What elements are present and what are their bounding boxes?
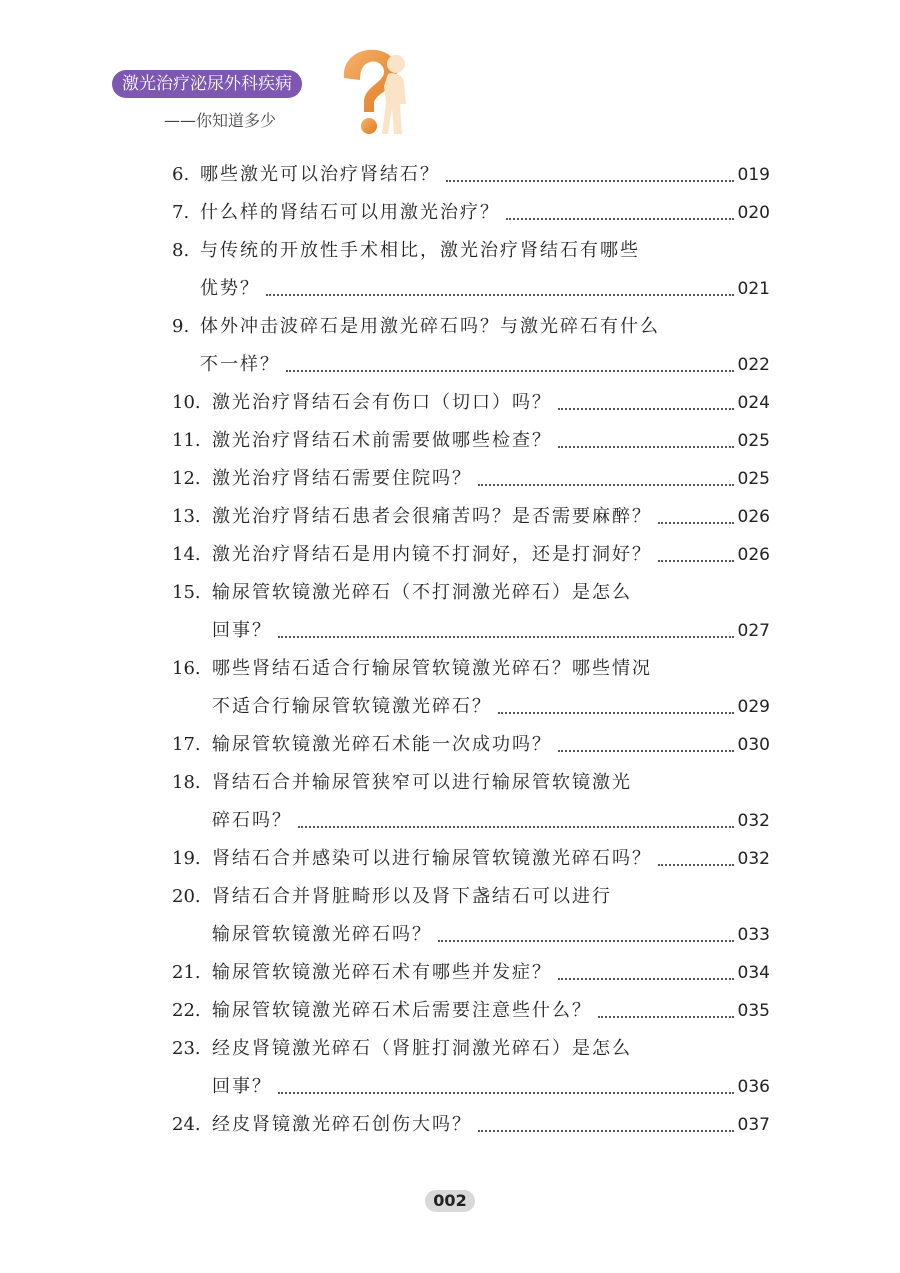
toc-entry-number: 18. [172,772,201,793]
toc-entry-line [212,692,770,722]
toc-entry-line [212,616,770,646]
toc-entry-line [212,806,770,836]
dot-leader [446,180,734,182]
toc-entry-line [172,502,770,532]
toc-entry-title: 优势？ [200,278,260,299]
toc-entry-line [172,958,770,988]
toc-entry-number: 17. [172,734,201,755]
toc-entry-title: 哪些激光可以治疗肾结石？ [200,164,440,185]
toc-entry-title: 不一样？ [200,354,280,375]
dot-leader [266,294,734,296]
toc-entry-title: 输尿管软镜激光碎石术后需要注意些什么？ [212,1000,592,1021]
toc-entry-title: 输尿管软镜激光碎石术能一次成功吗？ [212,734,552,755]
dot-leader [498,712,734,714]
toc-entry-page: 025 [737,431,770,451]
toc-entry-number: 21. [172,962,201,983]
dot-leader [658,864,734,866]
toc-entry-page: 035 [737,1001,770,1021]
toc-entry-line [172,996,770,1026]
toc-entry-number: 20. [172,886,201,907]
toc-entry-page: 021 [737,279,770,299]
toc-entry-title: 激光治疗肾结石患者会很痛苦吗？是否需要麻醉？ [212,506,652,527]
dot-leader [286,370,734,372]
toc-entry-page: 025 [737,469,770,489]
page-number: 002 [425,1190,475,1212]
toc-entry-line [172,236,640,266]
toc-entry-title: 肾结石合并感染可以进行输尿管软镜激光碎石吗？ [212,848,652,869]
toc-entry-title: 经皮肾镜激光碎石（肾脏打洞激光碎石）是怎么 [212,1038,632,1059]
dot-leader [558,750,734,752]
dot-leader [558,978,734,980]
toc-entry-number: 24. [172,1114,201,1135]
toc-entry-page: 032 [737,811,770,831]
toc-entry-number: 6. [172,164,190,185]
toc-entry-title: 激光治疗肾结石需要住院吗？ [212,468,472,489]
toc-entry-page: 029 [737,697,770,717]
dot-leader [438,940,734,942]
toc-entry-title: 碎石吗？ [212,810,292,831]
toc-entry-number: 19. [172,848,201,869]
toc-entry-line [172,730,770,760]
toc-entry-page: 022 [737,355,770,375]
toc-entry-page: 032 [737,849,770,869]
toc-entry-page: 026 [737,507,770,527]
toc-entry-line [200,274,770,304]
toc-entry-line [172,388,770,418]
page-header [0,0,900,150]
toc-entry-page: 019 [737,165,770,185]
toc-entry-line [172,882,612,912]
toc-entry-title: 体外冲击波碎石是用激光碎石吗？与激光碎石有什么 [200,316,660,337]
toc-entry-line [172,312,660,342]
toc-entry-title: 激光治疗肾结石会有伤口（切口）吗？ [212,392,552,413]
toc-entry-title: 肾结石合并输尿管狭窄可以进行输尿管软镜激光 [212,772,632,793]
toc-entry-number: 22. [172,1000,201,1021]
series-subtitle: ——你知道多少 [164,111,277,130]
toc-entry-number: 8. [172,240,190,261]
toc-entry-line [172,844,770,874]
toc-entry-number: 15. [172,582,201,603]
dot-leader [478,484,734,486]
dot-leader [558,408,734,410]
toc-entry-page: 036 [737,1077,770,1097]
dot-leader [598,1016,734,1018]
toc-entry-title: 经皮肾镜激光碎石创伤大吗？ [212,1114,472,1135]
toc-entry-line [172,768,632,798]
toc-entry-number: 11. [172,430,201,451]
dot-leader [658,522,734,524]
dot-leader [278,636,734,638]
toc-entry-page: 030 [737,735,770,755]
toc-entry-number: 14. [172,544,201,565]
toc-entry-page: 026 [737,545,770,565]
toc-entry-title: 哪些肾结石适合行输尿管软镜激光碎石？哪些情况 [212,658,652,679]
toc-entry-title: 激光治疗肾结石是用内镜不打洞好，还是打洞好？ [212,544,652,565]
toc-entry-line [172,1034,632,1064]
toc-entry-page: 034 [737,963,770,983]
toc-entry-line [172,160,770,190]
dot-leader [506,218,734,220]
dot-leader [558,446,734,448]
toc-entry-number: 12. [172,468,201,489]
toc-entry-title: 与传统的开放性手术相比，激光治疗肾结石有哪些 [200,240,640,261]
question-mark-figure-icon [330,42,422,142]
toc-entry-line [212,1072,770,1102]
toc-entry-number: 7. [172,202,190,223]
toc-entry-number: 9. [172,316,190,337]
toc-entry-page: 024 [737,393,770,413]
toc-entry-line [200,350,770,380]
dot-leader [298,826,734,828]
series-title: 激光治疗泌尿外科疾病 [112,70,302,98]
toc-entry-page: 037 [737,1115,770,1135]
toc-entry-page: 033 [737,925,770,945]
toc-entry-page: 020 [737,203,770,223]
toc-entry-number: 10. [172,392,201,413]
toc-entry-line [172,464,770,494]
dot-leader [278,1092,734,1094]
toc-entry-title: 激光治疗肾结石术前需要做哪些检查？ [212,430,552,451]
toc-entry-line [172,654,652,684]
toc-entry-title: 输尿管软镜激光碎石吗？ [212,924,432,945]
toc-entry-title: 不适合行输尿管软镜激光碎石？ [212,696,492,717]
toc-entry-title: 回事？ [212,1076,272,1097]
toc-entry-line [172,540,770,570]
toc-entry-title: 肾结石合并肾脏畸形以及肾下盏结石可以进行 [212,886,612,907]
toc-entry-title: 回事？ [212,620,272,641]
toc-entry-number: 23. [172,1038,201,1059]
dot-leader [478,1130,734,1132]
toc-entry-page: 027 [737,621,770,641]
dot-leader [658,560,734,562]
toc-entry-line [212,920,770,950]
toc-entry-line [172,578,632,608]
toc-entry-line [172,198,770,228]
toc-entry-line [172,426,770,456]
toc-entry-number: 13. [172,506,201,527]
toc-entry-title: 输尿管软镜激光碎石术有哪些并发症？ [212,962,552,983]
toc-entry-title: 输尿管软镜激光碎石（不打洞激光碎石）是怎么 [212,582,632,603]
toc-entry-number: 16. [172,658,201,679]
toc-entry-line [172,1110,770,1140]
toc-entry-title: 什么样的肾结石可以用激光治疗？ [200,202,500,223]
